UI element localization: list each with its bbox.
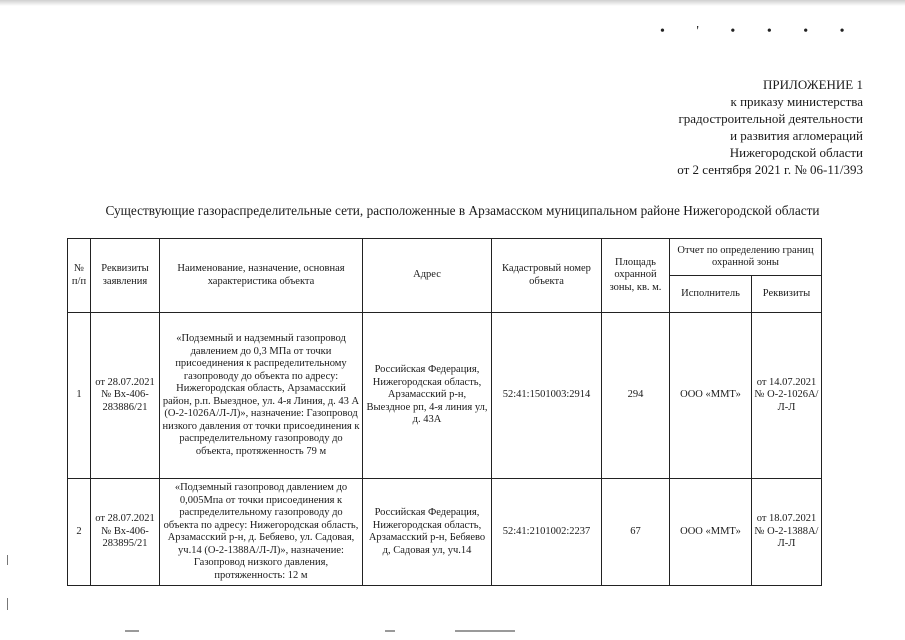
header-report-requisites: Реквизиты	[752, 276, 822, 313]
appendix-line-2: к приказу министерства	[730, 94, 863, 109]
scan-dots: • ' • • • •	[660, 24, 859, 39]
header-address: Адрес	[363, 239, 492, 313]
header-name: Наименование, назначение, основная характеристика объекта	[160, 239, 363, 313]
scan-top-shadow	[0, 0, 905, 6]
cell-num: 2	[68, 479, 91, 586]
cell-area: 67	[602, 479, 670, 586]
header-area: Площадь охранной зоны, кв. м.	[602, 239, 670, 313]
cell-report-requisites: от 18.07.2021 № О-2-1388А/Л-Л	[752, 479, 822, 586]
document-title: Существующие газораспределительные сети, расположенные в Арзамасском муниципальном районе Нижегородской области	[105, 203, 820, 218]
cell-name: «Подземный газопровод давлением до 0,005Мпа от точки присоединения к распределительному газопроводу до объекта по адресу: Нижегородская область, Арзамасский р-н, д. Бебяево, ул. Садовая, уч.14 (О-2-1388А/Л-Л)», назначение: Газопровод низкого давления, протяженность: 12 м	[160, 479, 363, 586]
appendix-block	[563, 76, 863, 178]
cell-address: Российская Федерация, Нижегородская область, Арзамасский р-н, Выездное рп, 4-я линия ул, д. 43А	[363, 313, 492, 479]
cell-address: Российская Федерация, Нижегородская область, Арзамасский р-н, Бебяево д, Садовая ул, уч.14	[363, 479, 492, 586]
cell-report-requisites: от 14.07.2021 № О-2-1026А/Л-Л	[752, 313, 822, 479]
table-row	[68, 479, 822, 586]
scan-smear	[385, 630, 395, 632]
cell-requisites: от 28.07.2021 № Вх-406-283895/21	[91, 479, 160, 586]
appendix-line-3: градостроительной деятельности	[678, 111, 863, 126]
cell-executor: ООО «ММТ»	[670, 313, 752, 479]
appendix-line-4: и развития агломераций	[730, 128, 863, 143]
cell-area: 294	[602, 313, 670, 479]
header-num: № п/п	[68, 239, 91, 313]
table-header-row	[68, 239, 822, 276]
scan-edge-mark	[7, 555, 8, 565]
appendix-line-1: ПРИЛОЖЕНИЕ 1	[763, 77, 863, 92]
cell-cadastral: 52:41:2101002:2237	[492, 479, 602, 586]
appendix-line-6: от 2 сентября 2021 г. № 06-11/393	[677, 162, 863, 177]
appendix-line-5: Нижегородской области	[729, 145, 863, 160]
cell-executor: ООО «ММТ»	[670, 479, 752, 586]
header-requisites: Реквизиты заявления	[91, 239, 160, 313]
header-cadastral: Кадастровый номер объекта	[492, 239, 602, 313]
scan-edge-mark	[7, 598, 8, 610]
cell-name: «Подземный и надземный газопровод давлением до 0,3 МПа от точки присоединения к распределительному газопроводу до объекта по адресу: Нижегородская область, Арзамасский район, р.п. Выездное, ул. 4-я Линия, д. 43 А (О-2-1026А/Л-Л)», назначение: Газопровод низкого давления от точки присоединения к распределительному газопроводу до объекта, протяженность 79 м	[160, 313, 363, 479]
cell-num: 1	[68, 313, 91, 479]
scan-smear	[455, 630, 515, 632]
header-report: Отчет по определению границ охранной зоны	[670, 239, 822, 276]
header-executor: Исполнитель	[670, 276, 752, 313]
cell-requisites: от 28.07.2021 № Вх-406-283886/21	[91, 313, 160, 479]
gas-network-table	[67, 238, 822, 586]
table-row	[68, 313, 822, 479]
scan-smear	[125, 630, 139, 632]
cell-cadastral: 52:41:1501003:2914	[492, 313, 602, 479]
